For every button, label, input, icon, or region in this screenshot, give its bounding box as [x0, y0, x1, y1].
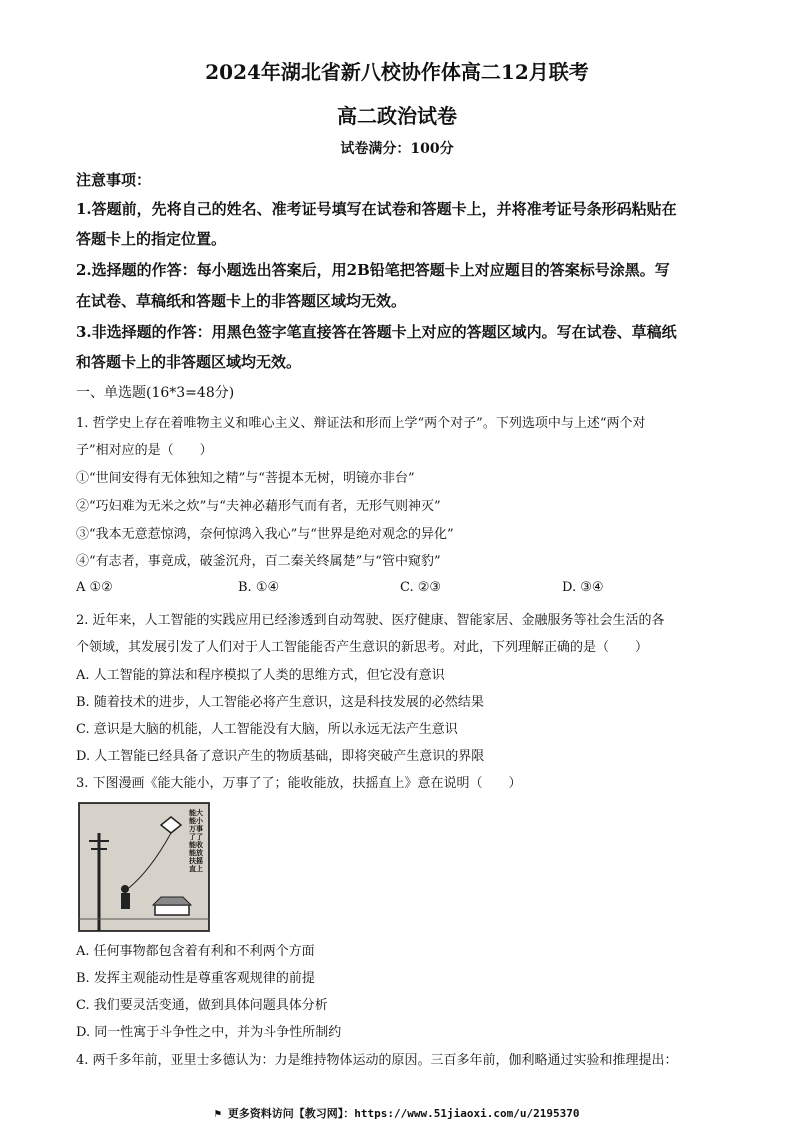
q3-option-c: C. 我们要灵活变通，做到具体问题具体分析 [76, 998, 328, 1013]
q3-option-d: D. 同一性寓于斗争性之中，并为斗争性所制约 [76, 1025, 342, 1040]
notice-item-1-line-2: 答题卡上的指定位置。 [76, 230, 227, 248]
notice-item-3-line-1: 3.非选择题的作答：用黑色签字笔直接答在答题卡上对应的答题区域内。写在试卷、草稿纸 [76, 323, 677, 341]
notice-item-1-line-1: 1.答题前，先将自己的姓名、准考证号填写在试卷和答题卡上，并将准考证号条形码粘贴在 [76, 200, 677, 218]
q1-options [76, 580, 724, 595]
q1-statement-4: ④“有志者，事竟成，破釜沉舟，百二秦关终属楚”与“管中窥豹” [76, 554, 441, 569]
comic-caption: 能大能小万事了了能收能放扶摇直上 [189, 808, 203, 873]
footer-link[interactable]: ⚑ 更多资料访问【教习网】：https://www.51jiaoxi.com/u/2195370 [214, 1107, 580, 1120]
q2-option-c: C. 意识是大脑的机能，人工智能没有大脑，所以永远无法产生意识 [76, 722, 458, 737]
q2-option-a: A. 人工智能的算法和程序模拟了人类的思维方式，但它没有意识 [76, 668, 445, 683]
q3-option-a: A. 任何事物都包含着有利和不利两个方面 [76, 944, 315, 959]
q1-option-a: A ①② [76, 580, 113, 595]
full-score: 试卷满分：100分 [340, 141, 454, 157]
q1-statement-2: ②“巧妇难为无米之炊”与“夫神必藉形气而有者，无形气则神灭” [76, 499, 441, 514]
q1-option-c: C. ②③ [400, 580, 442, 595]
notice-item-2-line-1: 2.选择题的作答：每小题选出答案后，用2B铅笔把答题卡上对应题目的答案标号涂黑。写 [76, 261, 670, 279]
q2-stem-line-2: 个领域，其发展引发了人们对于人工智能能否产生意识的新思考。对此，下列理解正确的是（ ） [76, 640, 649, 655]
q1-stem-line-2: 子”相对应的是（ ） [76, 443, 213, 458]
q1-statement-3: ③“我本无意惹惊鸿，奈何惊鸿入我心”与“世界是绝对观念的异化” [76, 527, 454, 542]
q2-option-d: D. 人工智能已经具备了意识产生的物质基础，即将突破产生意识的界限 [76, 749, 485, 764]
q1-option-b: B. ①④ [238, 580, 280, 595]
q2-stem-line-1: 2. 近年来，人工智能的实践应用已经渗透到自动驾驶、医疗健康、智能家居、金融服务等社会生活的各 [76, 613, 665, 628]
q2-option-b: B. 随着技术的进步，人工智能必将产生意识，这是科技发展的必然结果 [76, 695, 484, 710]
exam-subtitle: 高二政治试卷 [337, 104, 457, 128]
q1-option-d: D. ③④ [562, 580, 604, 595]
q3-option-b: B. 发挥主观能动性是尊重客观规律的前提 [76, 971, 315, 986]
exam-title: 2024年湖北省新八校协作体高二12月联考 [205, 60, 589, 84]
q1-stem-line-1: 1. 哲学史上存在着唯物主义和唯心主义、辩证法和形而上学“两个对子”。下列选项中与上述“两个对 [76, 416, 646, 431]
q3-stem: 3. 下图漫画《能大能小，万事了了；能收能放，扶摇直上》意在说明（ ） [76, 776, 522, 791]
q1-statement-1: ①“世间安得有无体独知之精”与“菩提本无树，明镜亦非台” [76, 471, 415, 486]
notice-item-3-line-2: 和答题卡上的非答题区域均无效。 [76, 353, 302, 371]
notice-item-2-line-2: 在试卷、草稿纸和答题卡上的非答题区域均无效。 [76, 292, 407, 310]
notice-heading: 注意事项： [76, 171, 152, 189]
comic-image [78, 802, 210, 932]
q4-stem-line-1: 4. 两千多年前，亚里士多德认为：力是维持物体运动的原因。三百多年前，伽利略通过实验和推理提出： [76, 1053, 678, 1068]
section-heading-single-choice: 一、单选题(16*3=48分) [76, 385, 235, 401]
